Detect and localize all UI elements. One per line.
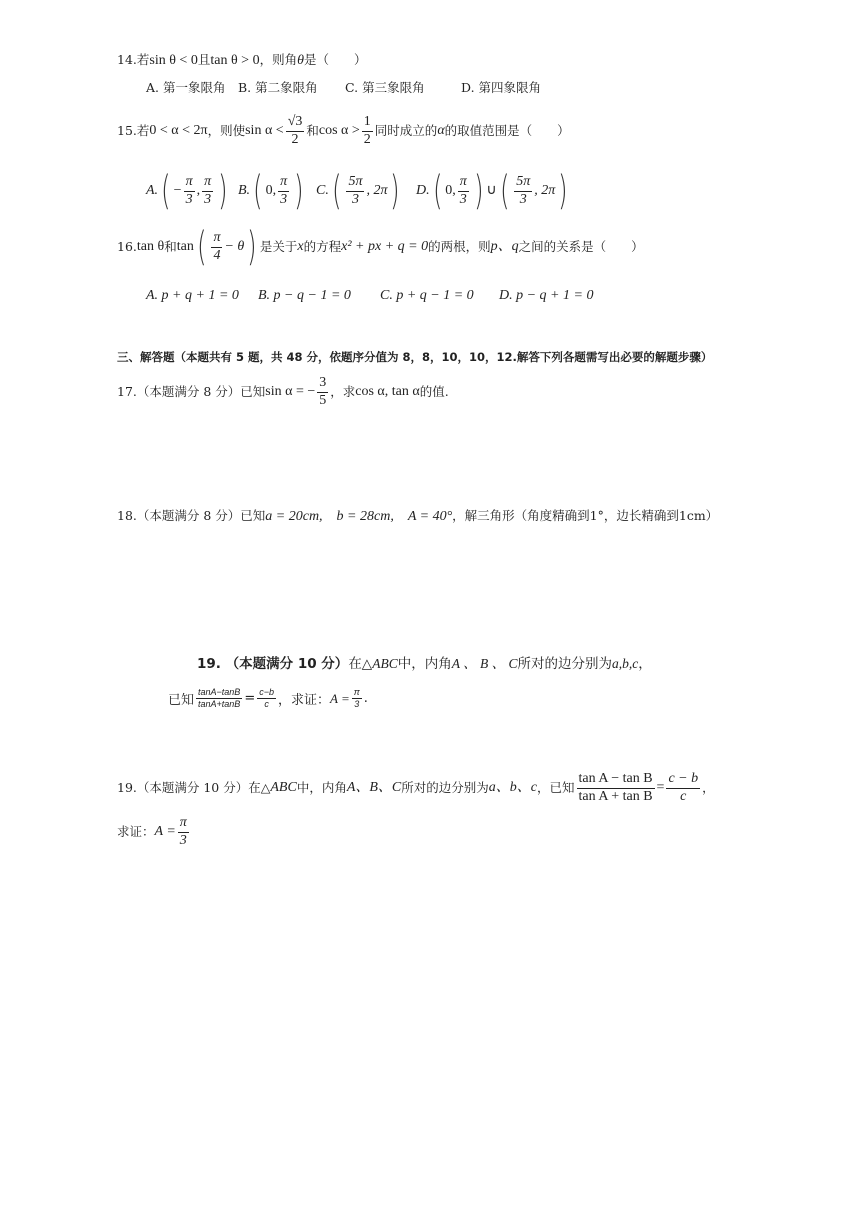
q16-option-a: A. p + q + 1 = 0 bbox=[146, 288, 239, 303]
q15-range: 0 < α < 2π bbox=[149, 123, 208, 139]
q15-option-d-frac-1 bbox=[458, 175, 469, 207]
q19-image-number: 19. （本题满分 10 分） bbox=[197, 656, 349, 672]
q14-option-b: B. 第二象限角 bbox=[238, 80, 318, 95]
q15-option-d-union: ∪ bbox=[486, 183, 497, 198]
q19-image-equals: = bbox=[244, 691, 256, 707]
q14-prefix: 14.若 bbox=[117, 52, 150, 67]
q19-image-three: 3 bbox=[354, 699, 360, 710]
q15-one-half bbox=[362, 115, 373, 147]
q15-option-c bbox=[316, 168, 403, 214]
q19-image-rhs-num: c−b bbox=[257, 688, 276, 699]
q19-image-text-3: 所对的边分别为 bbox=[517, 656, 612, 672]
q14-text: ，则角 bbox=[259, 52, 298, 67]
q15-option-d-interval-1: ( 0, $\frac{\pi}{3}$ ) bbox=[432, 168, 484, 214]
q15-half-numerator: 1 bbox=[362, 115, 373, 132]
q19-stem bbox=[117, 772, 715, 804]
q15-and: 和 bbox=[306, 122, 319, 138]
q17-text-2: 的值. bbox=[419, 383, 449, 399]
q15-option-a-left-frac bbox=[184, 175, 195, 207]
q19-pi: π bbox=[178, 816, 189, 833]
q19-comma: ， bbox=[702, 779, 715, 795]
q19-prove-line bbox=[117, 816, 191, 848]
q15-option-a-minus: − bbox=[173, 183, 182, 198]
q15-sqrt3-over-2 bbox=[286, 115, 305, 147]
q15-sin-condition: sin α < bbox=[245, 123, 284, 139]
q15-alpha: α bbox=[437, 123, 445, 139]
q19-image-period: . bbox=[363, 691, 368, 707]
q16-option-c: C. p + q − 1 = 0 bbox=[380, 288, 474, 303]
q15-option-a-left-num: π bbox=[184, 175, 195, 192]
q17-sin-equation: sin α = − bbox=[265, 384, 316, 400]
q14-option-a: A. 第一象限角 bbox=[146, 80, 226, 95]
q15-option-a-right-den: 3 bbox=[204, 191, 212, 207]
q19-image-line-1 bbox=[197, 652, 652, 672]
q15-option-b-left: 0, bbox=[265, 183, 277, 198]
q15-option-c-den: 3 bbox=[351, 191, 359, 207]
q15-stem bbox=[117, 115, 570, 147]
q15-option-a-right-num: π bbox=[202, 175, 213, 192]
q19-image-frac-num: tanA−tanB bbox=[196, 688, 242, 699]
q19-tan-fraction bbox=[577, 772, 655, 804]
q14-stem bbox=[117, 54, 367, 68]
q15-text-1: ，则使 bbox=[207, 122, 246, 138]
q19-conclusion: A = bbox=[154, 824, 176, 840]
q17-text-1: ，求 bbox=[330, 383, 356, 399]
q16-and: 和 bbox=[164, 238, 177, 254]
q19-prove: 求证： bbox=[117, 823, 155, 839]
q15-option-d-num-2: 5π bbox=[514, 175, 532, 192]
q15-option-c-interval: ( $\frac{5\pi}{3}$ , 2π ) bbox=[331, 168, 400, 214]
q19-rhs-fraction bbox=[666, 772, 700, 804]
q16-tan-theta: tan θ bbox=[136, 239, 165, 254]
q19-image-rhs-den: c bbox=[264, 699, 269, 710]
q16-pi: π bbox=[211, 231, 222, 248]
q15-text-2: 同时成立的 bbox=[374, 122, 438, 138]
q15-option-c-label: C. bbox=[316, 183, 329, 198]
q15-option-d bbox=[416, 168, 571, 214]
q18-prefix: 18.（本题满分 8 分）已知 bbox=[117, 508, 266, 523]
q19-pi-over-3 bbox=[178, 816, 189, 848]
q16-text-4: 之间的关系是（ ） bbox=[518, 238, 644, 254]
q15-option-b bbox=[238, 168, 307, 214]
q19-image-abc: ABC bbox=[372, 656, 398, 671]
q15-option-c-right: , 2π bbox=[366, 183, 388, 198]
q16-option-d: D. p − q + 1 = 0 bbox=[499, 288, 594, 303]
q19-image-text-1: 在△ bbox=[348, 656, 373, 672]
q17-numerator: 3 bbox=[317, 376, 328, 393]
q19-rhs-den: c bbox=[680, 788, 687, 804]
q17-fraction bbox=[317, 376, 328, 408]
q16-option-b: B. p − q − 1 = 0 bbox=[258, 288, 351, 303]
q18-text: ，解三角形（角度精确到1°，边长精确到1cm） bbox=[452, 508, 719, 523]
q19-image-sides: a,b,c bbox=[611, 656, 639, 671]
q19-sides: a、b、c bbox=[488, 780, 538, 796]
q14-option-d: D. 第四象限角 bbox=[461, 80, 542, 95]
q19-three: 3 bbox=[179, 832, 187, 848]
q15-denominator-2: 2 bbox=[291, 131, 299, 147]
q16-four: 4 bbox=[213, 247, 221, 263]
q14-and: 且 bbox=[197, 52, 211, 67]
q15-option-d-num-1: π bbox=[458, 175, 469, 192]
q15-option-d-den-2: 3 bbox=[519, 191, 527, 207]
q14-theta: θ bbox=[297, 53, 304, 68]
q15-option-d-frac-2 bbox=[514, 175, 532, 207]
q15-half-denominator: 2 bbox=[363, 131, 371, 147]
q19-image-prove: ，求证： bbox=[277, 693, 330, 709]
q17-denominator: 5 bbox=[319, 392, 327, 408]
q19-image-line-2 bbox=[168, 688, 368, 710]
q15-option-b-den: 3 bbox=[280, 191, 288, 207]
q14-option-c: C. 第三象限角 bbox=[345, 80, 425, 95]
q14-condition-2: tan θ > 0 bbox=[210, 53, 260, 68]
q15-option-b-frac bbox=[278, 175, 289, 207]
q19-rhs-num: c − b bbox=[666, 772, 700, 789]
q17-stem bbox=[117, 376, 449, 408]
q19-text-2: 所对的边分别为 bbox=[401, 779, 489, 795]
q19-image-given: 已知 bbox=[168, 693, 195, 709]
q15-option-a-label: A. bbox=[146, 183, 159, 198]
q15-option-a-right-frac bbox=[202, 175, 213, 207]
q19-image-tan-fraction bbox=[196, 688, 242, 710]
q16-text-3: 的两根，则 bbox=[428, 238, 491, 254]
q15-option-b-label: B. bbox=[238, 183, 251, 198]
q16-minus-theta: − θ bbox=[224, 239, 245, 254]
q15-cos-condition: cos α > bbox=[318, 123, 360, 139]
q15-text-3: 的取值范围是（ ） bbox=[444, 122, 570, 138]
q15-option-b-interval: ( 0, $\frac{\pi}{3}$ ) bbox=[253, 168, 304, 214]
q16-pi-over-4 bbox=[211, 231, 222, 263]
q19-frac-den: tan A + tan B bbox=[578, 788, 653, 804]
q15-option-d-label: D. bbox=[416, 183, 430, 198]
q19-image-frac-den: tanA+tanB bbox=[198, 699, 241, 710]
q19-prefix: 19.（本题满分 10 分）在△ bbox=[117, 779, 271, 795]
q16-stem bbox=[117, 224, 644, 270]
q15-option-c-num: 5π bbox=[346, 175, 364, 192]
q15-option-a-interval: ( − $\frac{\pi}{3}$ , $\frac{\pi}{3}$ ) bbox=[161, 168, 228, 214]
q16-tan-argument: ( $\frac{\pi}{4}$ − θ ) bbox=[196, 224, 257, 270]
q15-option-c-frac bbox=[346, 175, 364, 207]
q15-option-a bbox=[146, 168, 231, 214]
q15-option-d-den-1: 3 bbox=[459, 191, 467, 207]
q19-image-rhs-fraction bbox=[257, 688, 276, 710]
q15-option-d-left: 0, bbox=[445, 183, 456, 198]
q14-bracket: 是（ ） bbox=[303, 52, 367, 67]
q19-image-conclusion: A = bbox=[330, 690, 350, 706]
q16-x: x bbox=[297, 239, 304, 254]
q19-text-1: 中，内角 bbox=[296, 779, 347, 795]
q15-option-d-right: , 2π bbox=[534, 183, 556, 198]
section-3-header: 三、解答题（本题共有 5 题，共 48 分，依题序分值为 8，8，10，10，12.解答下列各题需写出必要的解题步骤） bbox=[117, 350, 713, 364]
q19-image-comma: ， bbox=[638, 656, 652, 672]
q19-image-text-2: 中，内角 bbox=[397, 656, 452, 672]
q15-prefix: 15.若 bbox=[117, 122, 150, 138]
q19-frac-num: tan A − tan B bbox=[577, 772, 655, 789]
q19-text-3: ，已知 bbox=[537, 779, 575, 795]
q16-prefix: 16. bbox=[117, 238, 137, 254]
q19-image-pi: π bbox=[352, 688, 362, 699]
q19-equals: = bbox=[656, 780, 665, 796]
q15-option-d-interval-2: ( $\frac{5\pi}{3}$ , 2π ) bbox=[499, 168, 568, 214]
q14-condition-1: sin θ < 0 bbox=[149, 53, 198, 68]
q16-text-1: 是关于 bbox=[259, 238, 298, 254]
q16-equation: x² + px + q = 0 bbox=[341, 239, 429, 254]
q18-given: a = 20cm, b = 28cm, A = 40° bbox=[265, 509, 453, 524]
q17-targets: cos α, tan α bbox=[355, 384, 420, 400]
q19-angles: A、B、C bbox=[346, 780, 402, 796]
q16-tan: tan bbox=[176, 239, 194, 254]
q18-stem bbox=[117, 510, 718, 524]
q15-option-b-num: π bbox=[278, 175, 289, 192]
q15-option-a-left-den: 3 bbox=[185, 191, 193, 207]
q19-image-angles: A 、 B 、 C bbox=[451, 656, 518, 671]
q15-sqrt3: √3 bbox=[286, 115, 305, 132]
q19-abc: ABC bbox=[270, 780, 297, 796]
q16-text-2: 的方程 bbox=[303, 238, 342, 254]
q19-pasted-image bbox=[160, 640, 652, 730]
q19-image-pi-over-3 bbox=[352, 688, 362, 710]
q17-prefix: 17.（本题满分 8 分）已知 bbox=[117, 383, 266, 399]
q16-pq: p、q bbox=[490, 239, 519, 254]
